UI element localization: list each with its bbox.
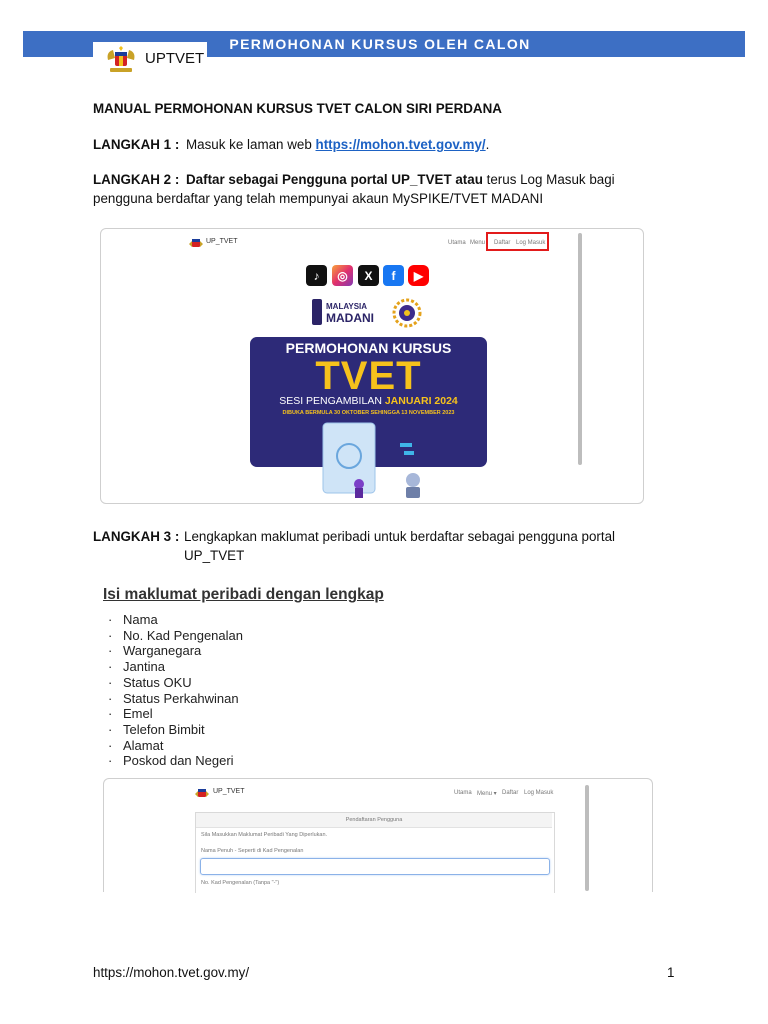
- emblem-icon: [392, 298, 422, 328]
- footer-url: https://mohon.tvet.gov.my/: [93, 965, 250, 980]
- facebook-icon[interactable]: f: [383, 265, 404, 286]
- list-item: · Nama: [108, 612, 243, 628]
- header-title: PERMOHONAN KURSUS OLEH CALON: [229, 36, 531, 52]
- step2-text: terus Log Masuk bagi: [486, 172, 615, 187]
- youtube-icon[interactable]: ▶: [408, 265, 429, 286]
- full-name-label: Nama Penuh - Seperti di Kad Pengenalan: [201, 848, 304, 854]
- scrollbar[interactable]: [585, 785, 589, 891]
- banner-line2: TVET: [315, 354, 422, 398]
- crest-icon: [104, 46, 138, 76]
- list-item: · Emel: [108, 706, 243, 722]
- step1-period: .: [485, 137, 490, 152]
- banner-session-date: JANUARI 2024: [384, 395, 458, 407]
- nav-daftar[interactable]: Daftar: [494, 240, 511, 246]
- full-name-input[interactable]: [200, 858, 550, 875]
- banner-session-label: SESI PENGAMBILAN: [279, 395, 382, 407]
- page-number: 1: [667, 965, 675, 980]
- highlight-box: [486, 232, 549, 251]
- step2-line1: [186, 170, 615, 189]
- site-logo-icon: [188, 236, 204, 247]
- document-title: MANUAL PERMOHONAN KURSUS TVET CALON SIRI PERDANA: [93, 101, 502, 116]
- banner-line3: [250, 395, 487, 407]
- step2-line2: pengguna berdaftar yang telah mempunyai akaun MySPIKE/TVET MADANI: [93, 191, 544, 206]
- step1-label: LANGKAH 1 :: [93, 137, 180, 152]
- step2-bold-text: Daftar sebagai Pengguna portal UP_TVET atau: [186, 172, 483, 187]
- list-item: · Poskod dan Negeri: [108, 753, 243, 769]
- logo-text: UPTVET: [145, 50, 205, 67]
- banner-line1: PERMOHONAN KURSUS: [285, 340, 452, 356]
- step1-text: [186, 135, 489, 154]
- step1-instruction: Masuk ke laman web: [186, 137, 312, 152]
- site-logo-icon: [194, 786, 210, 797]
- list-item: · Status Perkahwinan: [108, 691, 243, 707]
- list-item: · Jantina: [108, 659, 243, 675]
- nav-utama[interactable]: Utama: [448, 240, 466, 246]
- nav-log-masuk[interactable]: Log Masuk: [516, 240, 546, 246]
- nav-utama[interactable]: Utama: [454, 790, 472, 796]
- instagram-icon[interactable]: ◎: [332, 265, 353, 286]
- nav-menu[interactable]: Menu: [470, 240, 486, 246]
- form-instruction: Sila Masukkan Maklumat Peribadi Yang Diperlukan.: [201, 832, 328, 838]
- list-item: · Alamat: [108, 738, 243, 754]
- list-item: · Status OKU: [108, 675, 243, 691]
- isi-title: Isi maklumat peribadi dengan lengkap: [103, 586, 384, 603]
- x-icon[interactable]: X: [358, 265, 379, 286]
- site-name: UP_TVET: [206, 238, 238, 245]
- portal-link[interactable]: https://mohon.tvet.gov.my/: [315, 137, 486, 152]
- ic-number-label: No. Kad Pengenalan (Tanpa "-"): [201, 880, 280, 886]
- madani-mark-icon: [312, 299, 322, 325]
- nav-log-masuk[interactable]: Log Masuk: [524, 790, 554, 796]
- tiktok-icon[interactable]: ♪: [306, 265, 327, 286]
- step3-line1: Lengkapkan maklumat peribadi untuk berdaftar sebagai pengguna portal: [184, 529, 616, 544]
- registration-card-title: Pendaftaran Pengguna: [196, 813, 552, 828]
- site-name: UP_TVET: [213, 788, 245, 795]
- list-item: · Warganegara: [108, 643, 243, 659]
- isi-list: [108, 612, 243, 769]
- scrollbar[interactable]: [578, 233, 582, 465]
- list-item: · Telefon Bimbit: [108, 722, 243, 738]
- madani-line1: MALAYSIA: [326, 302, 368, 311]
- step3-label: LANGKAH 3 :: [93, 529, 180, 544]
- tvet-illustration: [305, 418, 445, 498]
- nav-menu[interactable]: Menu ▾: [477, 791, 497, 797]
- banner-line4: DIBUKA BERMULA 30 OKTOBER SEHINGGA 13 NOVEMBER 2023: [282, 410, 455, 416]
- nav-daftar[interactable]: Daftar: [502, 790, 519, 796]
- step2-label: LANGKAH 2 :: [93, 172, 180, 187]
- list-item: · No. Kad Pengenalan: [108, 628, 243, 644]
- step3-line2: UP_TVET: [184, 548, 245, 563]
- madani-line2: MADANI: [326, 311, 374, 325]
